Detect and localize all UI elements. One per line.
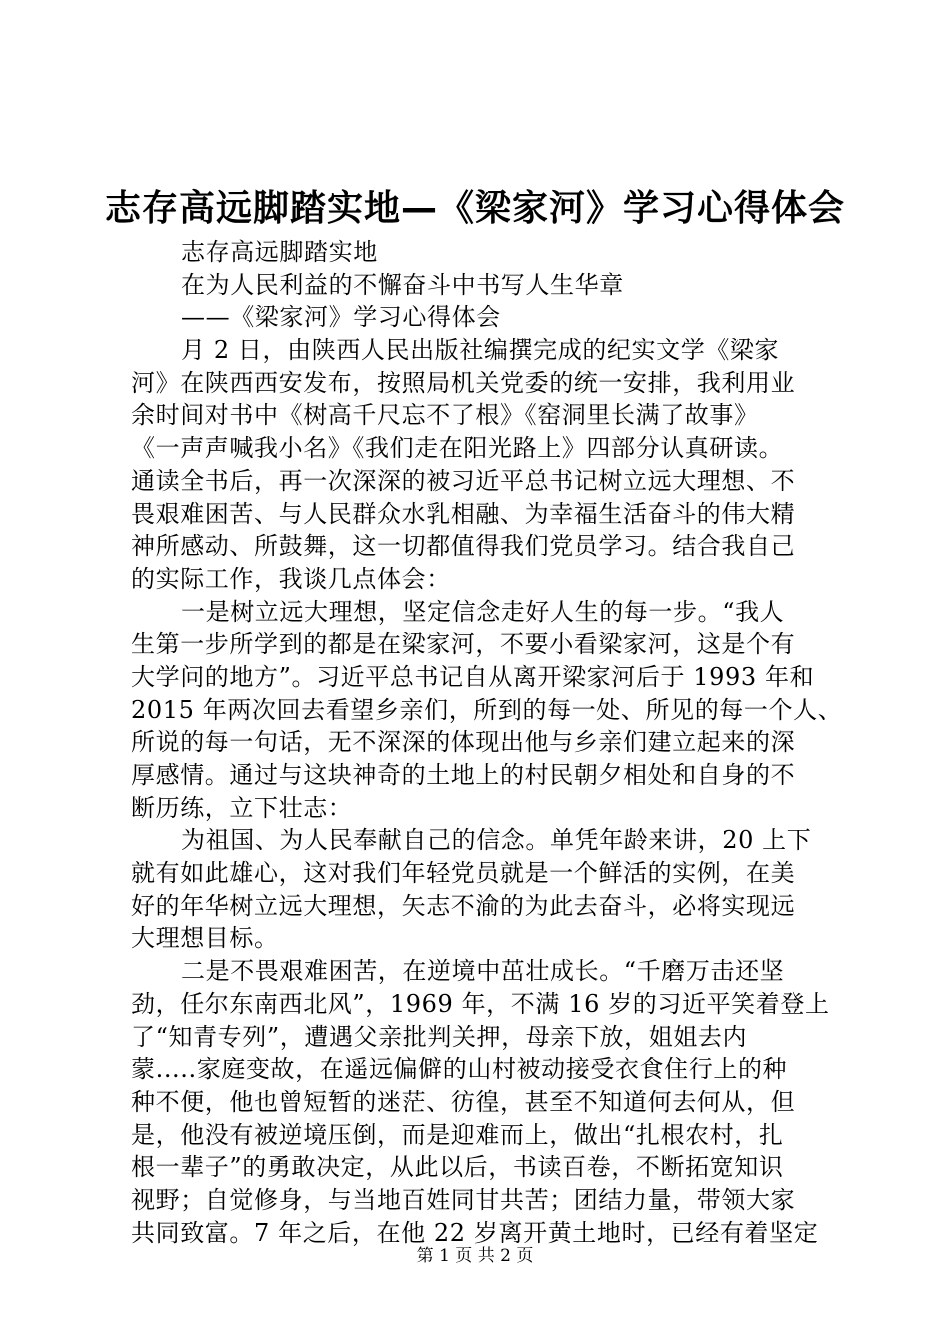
text-line: 断历练，立下壮志：: [131, 793, 353, 822]
document-title: 志存高远脚踏实地—《梁家河》学习心得体会: [104, 188, 845, 229]
page-footer: 第 1 页 共 2 页: [416, 1246, 534, 1266]
text-line: 神所感动、所鼓舞，这一切都值得我们党员学习。结合我自己: [131, 532, 796, 561]
text-line: 《一声声喊我小名》《我们走在阳光路上》四部分认真研读。: [131, 434, 784, 463]
text-line: 在为人民利益的不懈奋斗中书写人生华章: [181, 270, 624, 299]
text-line: 为祖国、为人民奉献自己的信念。单凭年龄来讲，20 上下: [181, 826, 812, 855]
text-line: 大学问的地方”。习近平总书记自从离开梁家河后于 1993 年和: [131, 662, 815, 691]
text-line: 大理想目标。: [131, 924, 279, 953]
text-line: 月 2 日，由陕西人民出版社编撰完成的纪实文学《梁家: [181, 336, 780, 365]
text-line: 蒙.....家庭变故，在遥远偏僻的山村被动接受衣食住行上的种: [131, 1055, 788, 1084]
text-line: 好的年华树立远大理想，矢志不渝的为此去奋斗，必将实现远: [131, 891, 796, 920]
text-line: 河》在陕西西安发布，按照局机关党委的统一安排，我利用业: [131, 368, 796, 397]
text-line: 共同致富。7 年之后，在他 22 岁离开黄土地时，已经有着坚定: [131, 1218, 819, 1247]
text-line: ——《梁家河》学习心得体会: [181, 303, 501, 332]
text-line: 2015 年两次回去看望乡亲们，所到的每一处、所见的每一个人、: [131, 695, 843, 724]
text-line: 就有如此雄心，这对我们年轻党员就是一个鲜活的实例，在美: [131, 859, 796, 888]
text-line: 畏艰难困苦、与人民群众水乳相融、为幸福生活奋斗的伟大精: [131, 499, 796, 528]
text-line: 是，他没有被逆境压倒，而是迎难而上，做出“扎根农村，扎: [131, 1120, 784, 1149]
text-line: 通读全书后，再一次深深的被习近平总书记树立远大理想、不: [131, 466, 796, 495]
text-line: 余时间对书中《树高千尺忘不了根》《窑洞里长满了故事》: [131, 401, 759, 430]
text-line: 所说的每一句话，无不深深的体现出他与乡亲们建立起来的深: [131, 728, 796, 757]
text-line: 一是树立远大理想，坚定信念走好人生的每一步。“我人: [181, 597, 785, 626]
text-line: 了“知青专列”，遭遇父亲批判关押，母亲下放，姐姐去内: [131, 1022, 748, 1051]
text-line: 志存高远脚踏实地: [181, 238, 378, 266]
text-line: 劲，任尔东南西北风”，1969 年，不满 16 岁的习近平笑着登上: [131, 989, 830, 1018]
text-line: 的实际工作，我谈几点体会：: [131, 564, 451, 593]
document-body: [131, 236, 843, 1249]
text-line: 根一辈子”的勇敢决定，从此以后，书读百卷，不断拓宽知识: [131, 1153, 784, 1182]
text-line: 厚感情。通过与这块神奇的土地上的村民朝夕相处和自身的不: [131, 761, 796, 789]
text-line: 生第一步所学到的都是在梁家河，不要小看梁家河，这是个有: [131, 630, 796, 659]
text-line: 二是不畏艰难困苦，在逆境中茁壮成长。“千磨万击还坚: [181, 957, 785, 986]
text-line: 视野；自觉修身，与当地百姓同甘共苦；团结力量，带领大家: [131, 1185, 796, 1214]
text-line: 种不便，他也曾短暂的迷茫、彷徨，甚至不知道何去何从，但: [131, 1087, 796, 1116]
